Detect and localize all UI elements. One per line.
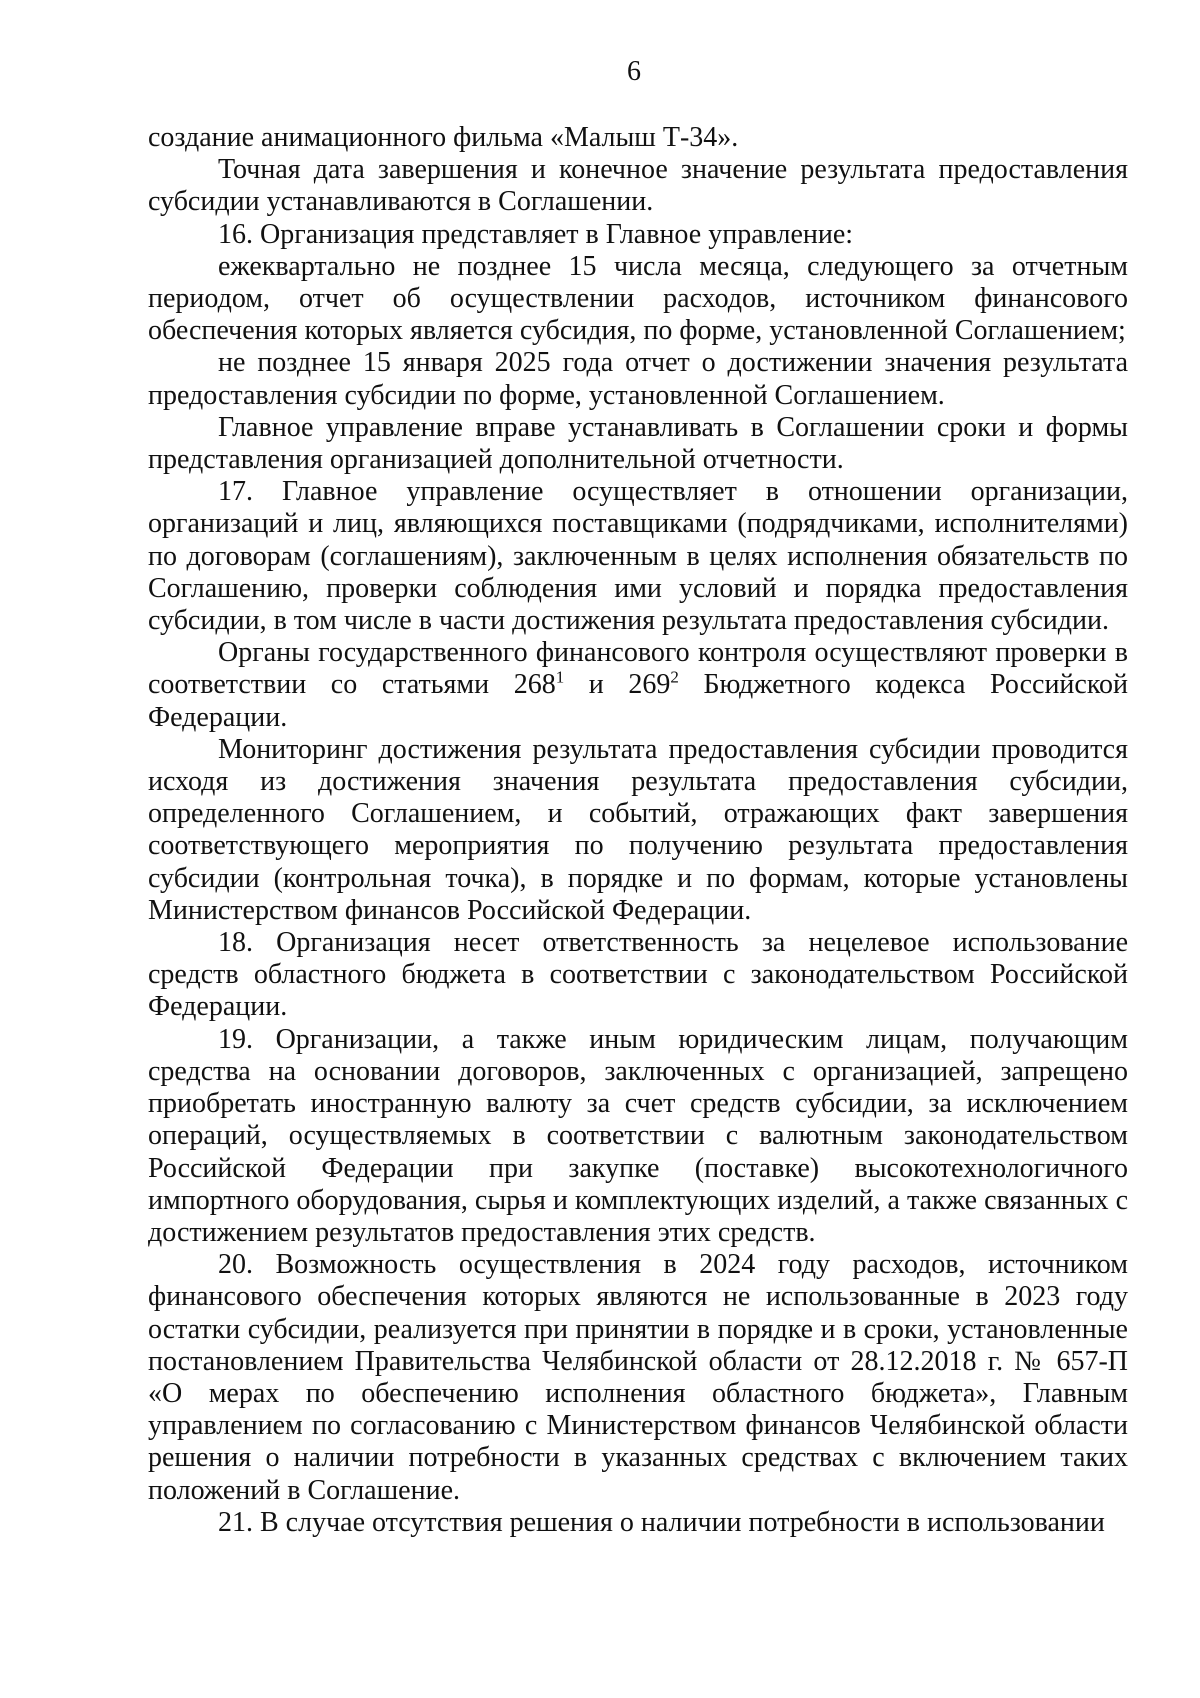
paragraph-16-annual: не позднее 15 января 2025 года отчет о достижении значения результата предоставления субсидии по форме, установленной Соглашением. xyxy=(148,347,1128,411)
paragraph-17-financial-control xyxy=(148,637,1128,734)
paragraph-18: 18. Организация несет ответственность за нецелевое использование средств областного бюджета в соответствии с законодательством Российской Федерации. xyxy=(148,927,1128,1023)
paragraph-continuation: создание анимационного фильма «Малыш Т-34». xyxy=(148,122,739,153)
financial-control-text-1: Органы государственного финансового контроля осуществляют проверки в соответствии со статьями 268 xyxy=(148,637,1128,701)
paragraph-16-additional: Главное управление вправе устанавливать в Соглашении сроки и формы представления организацией дополнительной отчетности. xyxy=(148,411,1128,476)
document-body xyxy=(148,122,1128,1539)
article-superscript-1: 1 xyxy=(555,668,565,688)
financial-control-text-3: Бюджетного кодекса Российской Федерации. xyxy=(148,669,1129,733)
paragraph-16: 16. Организация представляет в Главное управление: xyxy=(218,218,854,250)
paragraph-result-date: Точная дата завершения и конечное значение результата предоставления субсидии устанавливаются в Соглашении. xyxy=(148,154,1128,218)
paragraph-16-quarterly: ежеквартально не позднее 15 числа месяца, следующего за отчетным периодом, отчет об осуществлении расходов, источником финансового обеспечения которых является субсидия, по форме, установленной Соглашением; xyxy=(148,250,1128,347)
paragraph-17-monitoring: Мониторинг достижения результата предоставления субсидии проводится исходя из достижения значения результата предоставления субсидии, определенного Соглашением, и событий, отражающих факт завершения соответствующего мероприятия по получению результата предоставления субсидии (контрольная точка), в порядке и по формам, которые установлены Министерством финансов Российской Федерации. xyxy=(148,733,1128,926)
paragraph-21: 21. В случае отсутствия решения о наличии потребности в использовании xyxy=(218,1506,1105,1538)
page-number: 6 xyxy=(627,56,641,87)
financial-control-text-2: и 269 xyxy=(564,669,671,701)
paragraph-20: 20. Возможность осуществления в 2024 году расходов, источником финансового обеспечения которых являются не использованные в 2023 году остатки субсидии, реализуется при принятии в порядке и в сроки, установленные постановлением Правительства Челябинской области от 28.12.2018 г. № 657-П «О мерах по обеспечению исполнения областного бюджета», Главным управлением по согласованию с Министерством финансов Челябинской области решения о наличии потребности в указанных средствах с включением таких положений в Соглашение. xyxy=(148,1249,1128,1506)
paragraph-19: 19. Организации, а также иным юридическим лицам, получающим средства на основании договоров, заключенных с организацией, запрещено приобретать иностранную валюту за счет средств субсидии, за исключением операций, осуществляемых в соответствии с валютным законодательством Российской Федерации при закупке (поставке) высокотехнологичного импортного оборудования, сырья и комплектующих изделий, а также связанных с достижением результатов предоставления этих средств. xyxy=(148,1023,1128,1248)
article-superscript-2: 2 xyxy=(670,668,679,688)
paragraph-17: 17. Главное управление осуществляет в отношении организации, организаций и лиц, являющихся поставщиками (подрядчиками, исполнителями) по договорам (соглашениям), заключенным в целях исполнения обязательств по Соглашению, проверки соблюдения ими условий и порядка предоставления субсидии, в том числе в части достижения результата предоставления субсидии. xyxy=(148,476,1128,637)
